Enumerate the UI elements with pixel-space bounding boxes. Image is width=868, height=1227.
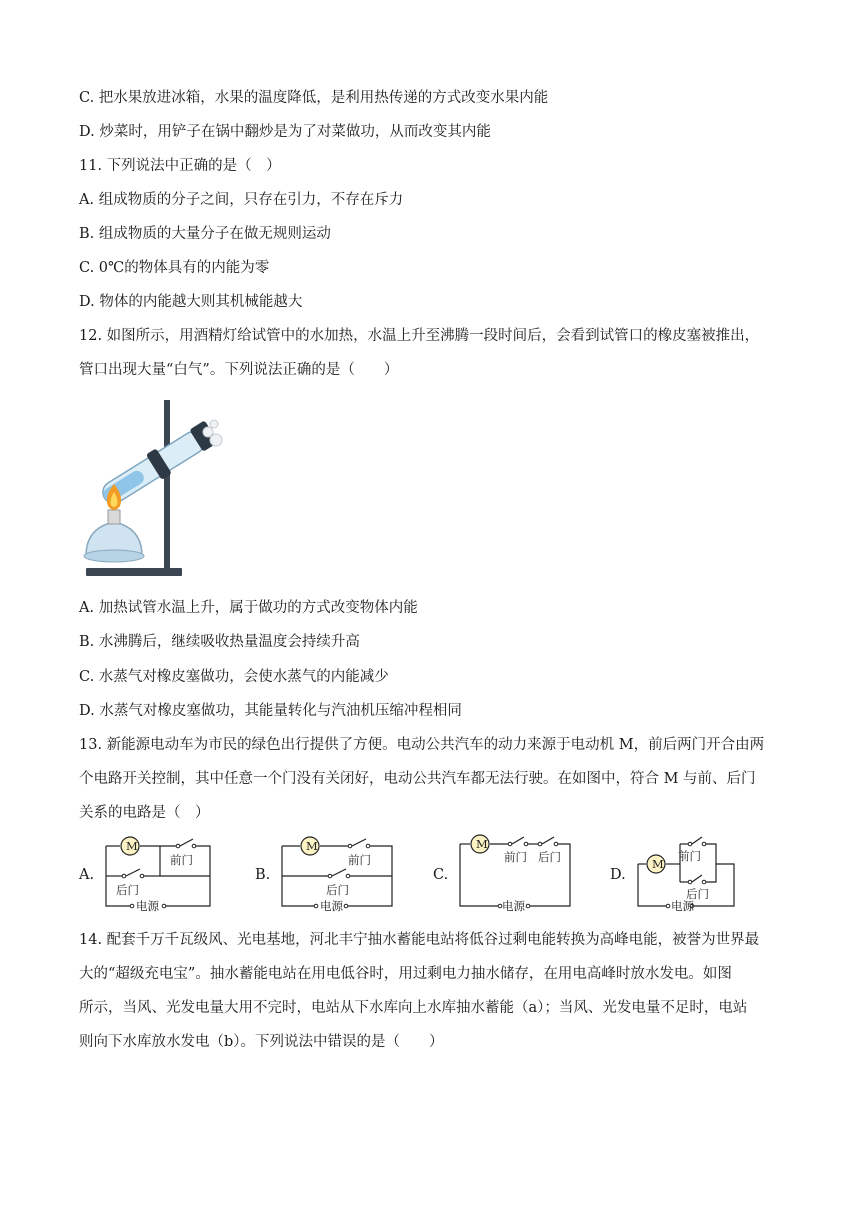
circuit-d-power: 电源 [671,899,694,913]
question-12-line1: 12. 如图所示，用酒精灯给试管中的水加热，水温上升至沸腾一段时间后，会看到试管口的橡皮塞被推出， [79,328,760,344]
question-13-line1: 13. 新能源电动车为市民的绿色出行提供了方便。电动公共汽车的动力来源于电动机 M，前后两门开合由两 [79,737,765,753]
circuit-c-motor: M [476,837,488,851]
circuit-d-motor: M [652,857,664,871]
question-13-line2: 个电路开关控制，其中任意一个门没有关闭好，电动公共汽车都无法行驶。在如图中，符合 M 与前、后门 [79,771,756,787]
circuit-a-power: 电源 [136,899,159,913]
option-12c: C. 水蒸气对橡皮塞做功，会使水蒸气的内能减少 [79,669,389,685]
option-11d: D. 物体的内能越大则其机械能越大 [79,294,303,310]
option-11a: A. 组成物质的分子之间，只存在引力，不存在斥力 [79,192,404,208]
circuit-b-power: 电源 [320,899,343,913]
circuit-a-back-door: 后门 [116,883,139,897]
circuit-d-back-door: 后门 [686,887,709,901]
option-12d: D. 水蒸气对橡皮塞做功，其能量转化与汽油机压缩冲程相同 [79,703,462,719]
circuit-b-front-door: 前门 [348,853,371,867]
option-12a: A. 加热试管水温上升，属于做功的方式改变物体内能 [79,600,418,616]
question-13-line3: 关系的电路是（ ） [79,805,210,821]
circuit-option-b-label: B. [255,867,271,883]
option-10d: D. 炒菜时，用铲子在锅中翻炒是为了对菜做功，从而改变其内能 [79,124,491,140]
circuit-b [276,834,402,916]
circuit-option-c-label: C. [433,867,449,883]
circuit-a-motor: M [126,839,138,853]
question-14-line2: 大的“超级充电宝”。抽水蓄能电站在用电低谷时，用过剩电力抽水储存，在用电高峰时放水发电。如图 [79,966,732,982]
question-12-line2: 管口出现大量“白气”。下列说法正确的是（ ） [79,362,399,378]
circuit-d [632,834,742,916]
question-11: 11. 下列说法中正确的是（ ） [79,158,281,174]
question-14-line4: 则向下水库放水发电（b）。下列说法中错误的是（ ） [79,1034,444,1050]
circuit-c-back-door: 后门 [538,850,561,864]
question-14-line3: 所示，当风、光发电量大用不完时，电站从下水库向上水库抽水蓄能（a）；当风、光发电量不足时，电站 [79,1000,748,1016]
option-11c: C. 0℃的物体具有的内能为零 [79,260,270,276]
circuit-a [100,834,220,916]
circuit-b-back-door: 后门 [326,883,349,897]
circuit-c-power: 电源 [502,899,525,913]
test-tube-heating-figure [78,396,238,584]
circuit-c [454,834,580,916]
circuit-a-front-door: 前门 [170,853,193,867]
circuit-d-front-door: 前门 [678,849,701,863]
circuit-b-motor: M [306,839,318,853]
circuit-c-front-door: 前门 [504,850,527,864]
circuit-option-d-label: D. [610,867,626,883]
option-12b: B. 水沸腾后，继续吸收热量温度会持续升高 [79,634,360,650]
option-10c: C. 把水果放进冰箱，水果的温度降低，是利用热传递的方式改变水果内能 [79,90,549,106]
question-14-line1: 14. 配套千万千瓦级风、光电基地，河北丰宁抽水蓄能电站将低谷过剩电能转换为高峰电能，被誉为世界最 [79,932,760,948]
option-11b: B. 组成物质的大量分子在做无规则运动 [79,226,331,242]
circuit-option-a-label: A. [79,867,95,883]
